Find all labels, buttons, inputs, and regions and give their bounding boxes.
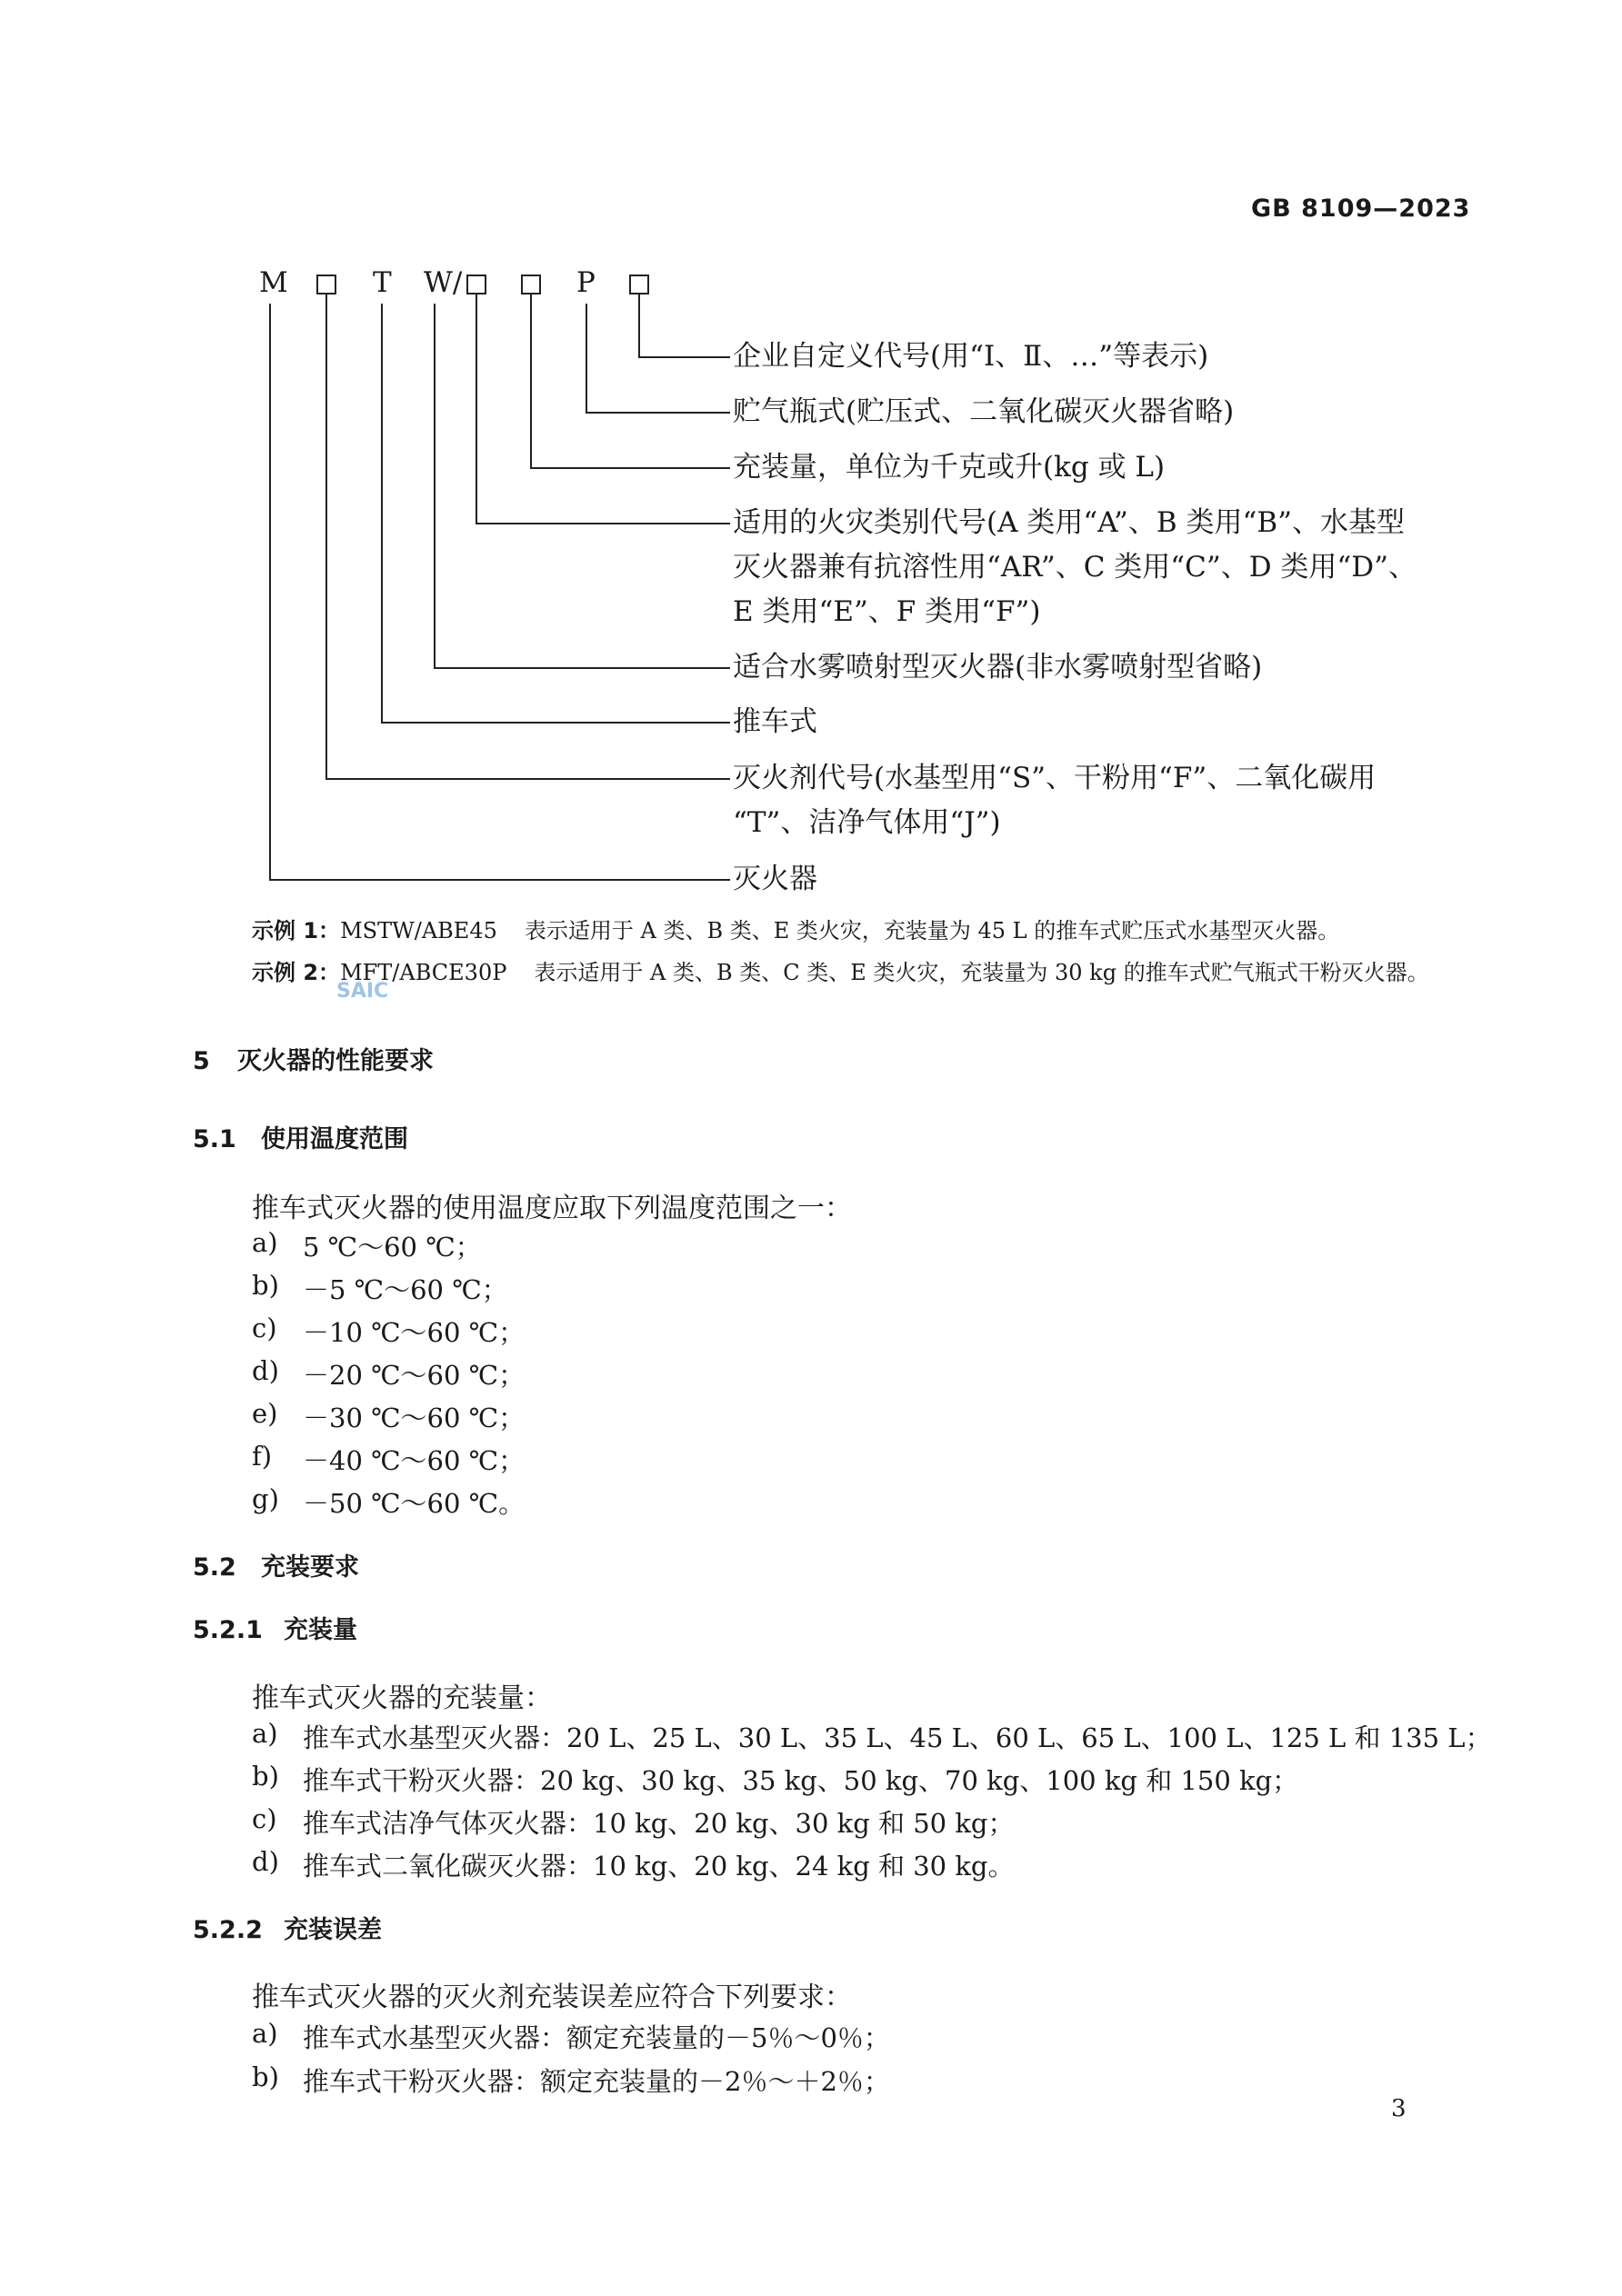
section-5-2-2-heading: 5.2.2 充装误差 [193,1916,382,1944]
list-item: g) －50 ℃～60 ℃。 [252,1483,526,1519]
code-char-w: W/ [424,266,463,299]
legend-water-mist: 适合水雾喷射型灭火器(非水雾喷射型省略) [733,651,1263,684]
legend-gas-cylinder: 贮气瓶式(贮压式、二氧化碳灭火器省略) [733,395,1235,428]
connector-custom [639,294,730,357]
list-item: a) 推车式水基型灭火器：20 L、25 L、30 L、35 L、45 L、60 L、65 L、100 L、125 L 和 135 L； [252,1718,1492,1753]
section-5-2-2-intro: 推车式灭火器的灭火剂充装误差应符合下列要求： [252,1982,852,2013]
document-id: GB 8109—2023 [1251,195,1471,223]
list-item: c) 推车式洁净气体灭火器：10 kg、20 kg、30 kg 和 50 kg； [252,1803,1015,1839]
connector-fire-class [476,294,730,524]
list-item: e) －30 ℃～60 ℃； [252,1398,526,1433]
connector-agent [326,294,730,779]
section-5-2-heading: 5.2 充装要求 [193,1553,359,1582]
list-item: c) －10 ℃～60 ℃； [252,1313,526,1348]
legend-fire-class: 适用的火灾类别代号(A 类用“A”、B 类用“B”、水基型 灭火器兼有抗溶性用“AR”、C 类用“C”、D 类用“D”、 E 类用“E”、F 类用“F”) [733,506,1417,628]
watermark-logo: SAIC [336,980,389,1003]
code-char-m: M [259,266,288,299]
legend-capacity: 充装量，单位为千克或升(kg 或 L) [733,451,1166,484]
connector-extinguisher [270,304,730,880]
connector-capacity [531,294,730,468]
list-item: d) 推车式二氧化碳灭火器：10 kg、20 kg、24 kg 和 30 kg。 [252,1846,1015,1882]
section-5-2-1-intro: 推车式灭火器的充装量： [252,1682,552,1714]
list-item: a) 推车式水基型灭火器：额定充装量的－5％～0％； [252,2018,890,2053]
code-char-p: P [576,266,596,299]
legend-wheeled: 推车式 [733,705,817,738]
page-number: 3 [1391,2095,1407,2122]
section-5-2-1-heading: 5.2.1 充装量 [193,1616,357,1644]
code-char-t: T [373,266,392,299]
list-item: d) －20 ℃～60 ℃； [252,1355,526,1391]
list-item: f) －40 ℃～60 ℃； [252,1441,526,1476]
legend-custom-code: 企业自定义代号(用“Ⅰ、Ⅱ、…”等表示) [733,340,1209,373]
section-5-1-intro: 推车式灭火器的使用温度应取下列温度范围之一： [252,1193,852,1224]
example-1: 示例 1：MSTW/ABE45 表示适用于 A 类、B 类、E 类火灾，充装量为 45 L 的推车式贮压式水基型灭火器。 [252,918,1340,943]
section-5-1-heading: 5.1 使用温度范围 [193,1125,408,1153]
example-2: 示例 2：MFT/ABCE30P 表示适用于 A 类、B 类、C 类、E 类火灾，充装量为 30 kg 的推车式贮气瓶式干粉灭火器。 [252,960,1429,985]
legend-agent-code: 灭火剂代号(水基型用“S”、干粉用“F”、二氧化碳用 “T”、洁净气体用“J”) [733,762,1377,839]
list-item: a) 5 ℃～60 ℃； [252,1227,482,1263]
list-item: b) 推车式干粉灭火器：额定充装量的－2％～＋2％； [252,2061,890,2097]
list-item: b) 推车式干粉灭火器：20 kg、30 kg、35 kg、50 kg、70 kg、100 kg 和 150 kg； [252,1761,1299,1796]
list-item: b) －5 ℃～60 ℃； [252,1270,508,1305]
legend-extinguisher: 灭火器 [733,863,817,895]
connector-water-mist [435,304,730,668]
section-5-heading: 5 灭火器的性能要求 [193,1047,434,1075]
